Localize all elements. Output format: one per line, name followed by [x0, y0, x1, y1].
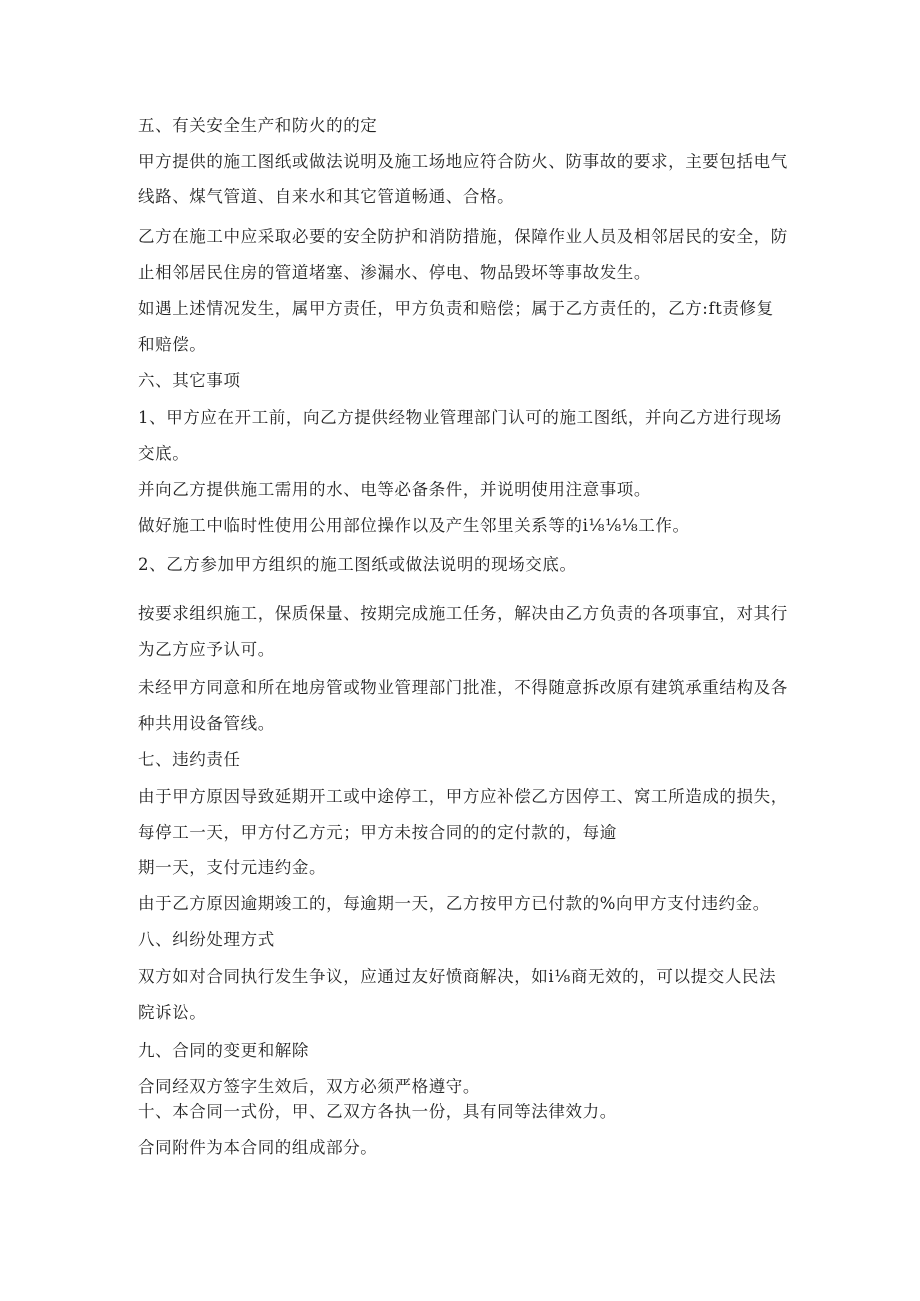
section-6-heading: 六、其它事项 [138, 371, 241, 390]
paragraph-line: 期一天，支付元违约金。 [138, 858, 327, 877]
paragraph-line: 合同附件为本合同的组成部分。 [138, 1138, 378, 1157]
section-5-heading: 五、有关安全生产和防火的的定 [138, 116, 378, 135]
paragraph-line: 由于甲方原因导致延期开工或中途停工，甲方应补偿乙方因停工、窝工所造成的损失， [138, 787, 788, 806]
paragraph-line: 按要求组织施工，保质保量、按期完成施工任务，解决由乙方负责的各项事宜，对其行 [138, 604, 788, 623]
section-10-line: 十、本合同一式份，甲、乙双方各执一份，具有同等法律效力。 [138, 1102, 617, 1121]
paragraph-line: 乙方在施工中应采取必要的安全防护和消防措施，保障作业人员及相邻居民的安全，防 [138, 227, 788, 246]
section-8-heading: 八、纠纷处理方式 [138, 930, 275, 949]
paragraph-line: 种共用设备管线。 [138, 714, 275, 733]
paragraph-line: 由于乙方原因逾期竣工的，每逾期一天，乙方按甲方已付款的%向甲方支付违约金。 [138, 894, 770, 913]
paragraph-line: 合同经双方签字生效后，双方必须严格遵守。 [138, 1077, 480, 1096]
paragraph-line: 交底。 [138, 444, 190, 463]
paragraph-line: 每停工一天，甲方付乙方元；甲方未按合同的的定付款的，每逾 [138, 823, 617, 842]
paragraph-line: 未经甲方同意和所在地房管或物业管理部门批准，不得随意拆改原有建筑承重结构及各 [138, 678, 788, 697]
section-7-heading: 七、违约责任 [138, 750, 241, 769]
paragraph-line: 甲方提供的施工图纸或做法说明及施工场地应符合防火、防事故的要求，主要包括电气 [138, 152, 788, 171]
paragraph-line: 双方如对合同执行发生争议，应通过友好愤商解决，如i⅛商无效的，可以提交人民法 [138, 967, 777, 986]
paragraph-line: 为乙方应予认可。 [138, 640, 275, 659]
paragraph-line: 止相邻居民住房的管道堵塞、渗漏水、停电、物品毁坏等事故发生。 [138, 263, 651, 282]
paragraph-line: 如遇上述情况发生，属甲方责任，甲方负责和赔偿；属于乙方责任的，乙方:ft责修复 [138, 299, 774, 318]
paragraph-line: 线路、煤气管道、自来水和其它管道畅通、合格。 [138, 187, 515, 206]
paragraph-line: 1、甲方应在开工前，向乙方提供经物业管理部门认可的施工图纸，并向乙方进行现场 [138, 408, 782, 427]
paragraph-line: 院诉讼。 [138, 1003, 207, 1022]
paragraph-line: 做好施工中临时性使用公用部位操作以及产生邻里关系等的i⅛⅛⅛工作。 [138, 516, 690, 535]
paragraph-line: 2、乙方参加甲方组织的施工图纸或做法说明的现场交底。 [138, 555, 577, 574]
section-9-heading: 九、合同的变更和解除 [138, 1041, 309, 1060]
paragraph-line: 并向乙方提供施工需用的水、电等必备条件，并说明使用注意事项。 [138, 480, 651, 499]
paragraph-line: 和赔偿。 [138, 335, 207, 354]
